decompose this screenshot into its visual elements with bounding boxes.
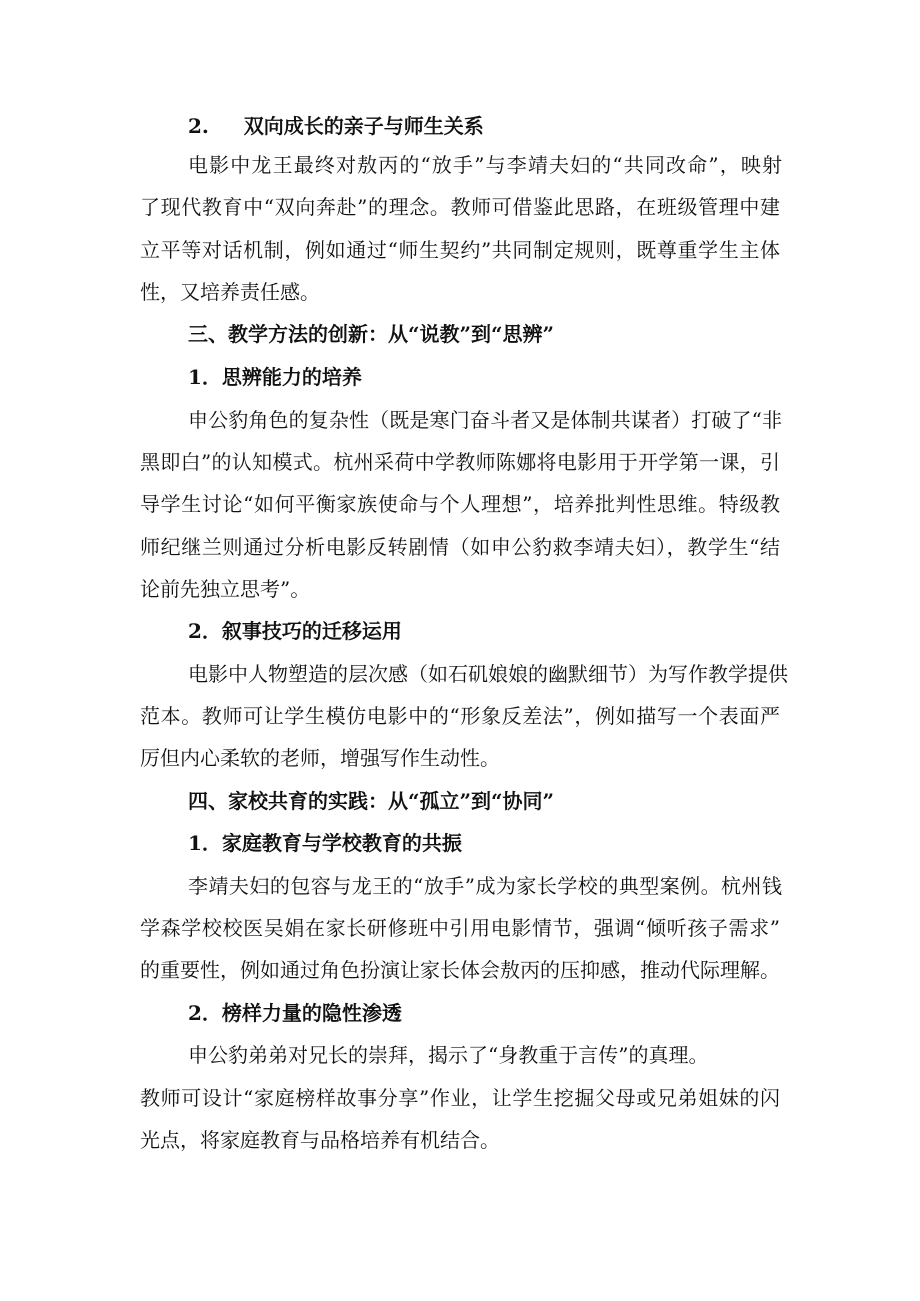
section-heading-teaching-methods: 三、教学方法的创新：从“说教”到“思辨”: [188, 322, 555, 346]
subsection-heading-two-way-growth: 2. 双向成长的亲子与师生关系: [188, 114, 484, 138]
paragraph-line: 申公豹弟弟对兄长的崇拜，揭示了“身教重于言传”的真理。: [188, 1043, 709, 1067]
subsection-heading-critical-thinking: 1．思辨能力的培养: [188, 365, 362, 389]
paragraph-line: 师纪继兰则通过分析电影反转剧情（如申公豹救李靖夫妇），教学生“结: [140, 535, 780, 559]
paragraph-line: 学森学校校医吴娟在家长研修班中引用电影情节，强调“倾听孩子需求”: [140, 916, 780, 940]
paragraph-line: 了现代教育中“双向奔赴”的理念。教师可借鉴此思路，在班级管理中建: [140, 195, 780, 219]
paragraph-line: 光点，将家庭教育与品格培养有机结合。: [140, 1128, 500, 1152]
paragraph-line: 范本。教师可让学生模仿电影中的“形象反差法”，例如描写一个表面严: [140, 704, 780, 728]
paragraph-line: 黑即白”的认知模式。杭州采荷中学教师陈娜将电影用于开学第一课，引: [140, 450, 780, 474]
paragraph-line: 立平等对话机制，例如通过“师生契约”共同制定规则，既尊重学生主体: [140, 238, 780, 262]
paragraph-line: 性，又培养责任感。: [140, 280, 320, 304]
paragraph-line: 李靖夫妇的包容与龙王的“放手”成为家长学校的典型案例。杭州钱: [188, 874, 782, 898]
subsection-heading-narrative-skills: 2．叙事技巧的迁移运用: [188, 619, 402, 643]
paragraph-line: 的重要性，例如通过角色扮演让家长体会敖丙的压抑感，推动代际理解。: [140, 958, 780, 982]
section-heading-home-school: 四、家校共育的实践：从“孤立”到“协同”: [188, 789, 555, 813]
paragraph-line: 论前先独立思考”。: [140, 577, 311, 601]
paragraph-line: 电影中龙王最终对敖丙的“放手”与李靖夫妇的“共同改命”，映射: [188, 153, 782, 177]
paragraph-line: 教师可设计“家庭榜样故事分享”作业，让学生挖掘父母或兄弟姐妹的闪: [140, 1086, 780, 1110]
paragraph-line: 电影中人物塑造的层次感（如石矶娘娘的幽默细节）为写作教学提供: [188, 662, 788, 686]
paragraph-line: 厉但内心柔软的老师，增强写作生动性。: [140, 746, 500, 770]
paragraph-line: 导学生讨论“如何平衡家族使命与个人理想”，培养批判性思维。特级教: [140, 492, 780, 516]
subsection-heading-role-models: 2．榜样力量的隐性渗透: [188, 1001, 402, 1025]
paragraph-line: 申公豹角色的复杂性（既是寒门奋斗者又是体制共谋者）打破了“非: [188, 408, 782, 432]
subsection-heading-resonance: 1．家庭教育与学校教育的共振: [188, 831, 462, 855]
